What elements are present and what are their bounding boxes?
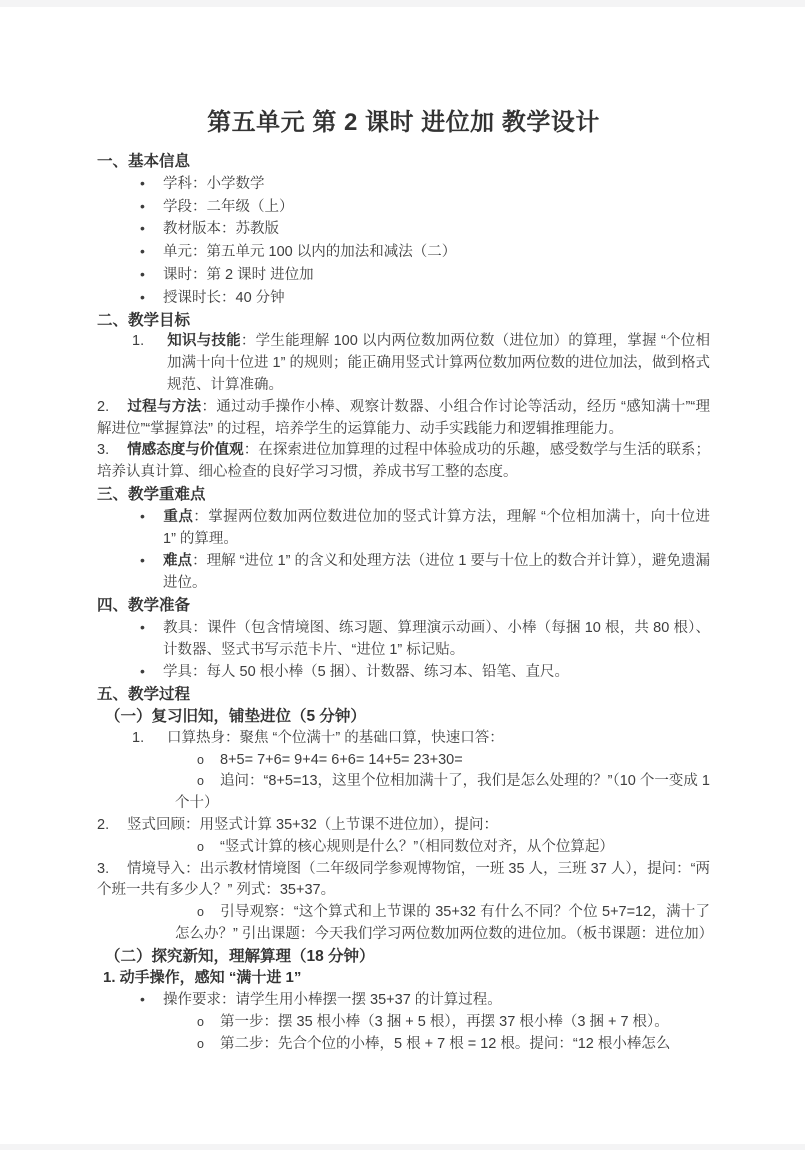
text-run: 授课时长：40 分钟 [163,289,285,306]
bullet-marker: • [140,991,145,1008]
bullet-marker: • [140,507,145,524]
text-run: 单元：第五单元 100 以内的加法和减法（二） [163,244,457,261]
number-marker: 3. [97,442,110,459]
bullet-marker: • [140,220,145,237]
number-marker: 1. [132,333,145,350]
text-run: 第一步：摆 35 根小棒（3 捆 + 5 根），再摆 37 根小棒（3 捆 + 7 根）。 [220,1014,669,1031]
sub-section-heading [97,946,710,968]
text-run: 情感态度与价值观 [127,442,244,459]
bullet-marker: • [140,243,145,260]
numbered-list-item [97,728,710,750]
text-run: 二、教学目标 [97,311,191,329]
bullet-marker: • [140,174,145,191]
numbered-paragraph [97,440,710,484]
bullet-list-item [97,550,710,595]
circle-list-item [97,750,710,772]
bullet-marker: • [140,618,145,635]
text-run: ：通过动手操作小棒、观察计数器、小组合作讨论等活动，经历 “感知满十”“理解进位”“掌握算法” 的过程，培养学生的运算能力、动手实践能力和逻辑推理能力。 [97,398,711,437]
bullet-list-item [97,241,710,264]
circle-marker: o [197,1036,204,1051]
bullet-marker: • [140,197,145,214]
sub-section-heading [97,706,710,728]
number-marker: 2. [97,816,110,833]
section-heading [97,684,710,706]
text-run: ：理解 “进位 1” 的含义和处理方法（进位 1 要与十位上的数合并计算），避免遗漏进位。 [163,553,710,592]
bullet-list-item [97,287,710,310]
text-run: ：掌握两位数加两位数进位加的竖式计算方法，理解 “个位相加满十，向十位进 1” 的算理。 [163,508,711,547]
text-run: 难点 [163,553,193,570]
bullet-marker: • [140,288,145,305]
numbered-paragraph [97,815,710,837]
bullet-marker: • [140,663,145,680]
numbered-paragraph [97,859,710,903]
text-run: 三、教学重难点 [97,485,206,503]
circle-list-item [97,771,710,815]
bullet-list-item [97,617,710,662]
text-run: 情境导入：出示教材情境图（二年级同学参观博物馆，一班 35 人，三班 37 人），提问：“两个班一共有多少人？” 列式：35+37。 [97,860,710,899]
text-run: 四、教学准备 [97,596,191,614]
text-run: 第二步：先合个位的小棒，5 根 + 7 根 = 12 根。提问：“12 根小棒怎么 [220,1035,671,1052]
text-run: 教具：课件（包含情境图、练习题、算理演示动画）、小棒（每捆 10 根，共 80 根）、计数器、竖式书写示范卡片、“进位 1” 标记贴。 [163,619,710,658]
circle-list-item [97,1012,710,1034]
bullet-marker: • [140,265,145,282]
text-run: 第五单元 第 2 课时 进位加 教学设计 [207,109,600,136]
bullet-list-item [97,173,710,196]
text-run: 课时：第 2 课时 进位加 [163,266,314,283]
bullet-marker: • [140,552,145,569]
document-page [0,7,805,1144]
number-marker: 2. [97,398,110,415]
circle-marker: o [197,905,204,920]
bullet-list-item [97,218,710,241]
bullet-list-item [97,661,710,684]
section-heading [97,484,710,506]
bullet-list-item [97,196,710,219]
numbered-paragraph [97,397,710,441]
numbered-list-item [97,331,710,396]
circle-list-item [97,902,714,946]
document-content [97,107,714,1056]
bullet-list-item [97,506,710,551]
text-run: ：学生能理解 100 以内两位数加两位数（进位加）的算理，掌握 “个位相加满十向十位进 1” 的规则；能正确用竖式计算两位数加两位数的进位加法，做到格式规范、计算准确。 [167,333,710,393]
text-run: 过程与方法 [127,398,202,415]
circle-marker: o [197,1015,204,1030]
text-run: 学科：小学数学 [163,175,265,192]
text-run: 重点 [163,508,194,525]
text-run: （一）复习旧知，铺垫进位（5 分钟） [105,707,366,725]
text-run: 五、教学过程 [97,686,191,704]
number-marker: 3. [97,860,110,877]
text-run: 教材版本：苏教版 [163,221,279,238]
text-run: 8+5= 7+6= 9+4= 6+6= 14+5= 23+30= [220,751,463,768]
text-run: 一、基本信息 [97,153,191,170]
bullet-list-item [97,989,710,1012]
circle-marker: o [197,839,204,854]
text-run: 操作要求：请学生用小棒摆一摆 35+37 的计算过程。 [163,992,502,1009]
text-run: 学具：每人 50 根小棒（5 捆）、计数器、练习本、铅笔、直尺。 [163,664,570,681]
circle-marker: o [197,752,204,767]
circle-list-item [97,1034,710,1056]
text-run: （二）探究新知，理解算理（18 分钟） [105,947,375,965]
text-run: 学段：二年级（上） [163,198,294,215]
section-heading [97,595,710,617]
section-heading [97,310,710,332]
text-run: 引导观察：“这个算式和上节课的 35+32 有什么不同？个位 5+7=12，满十了怎么办？” 引出课题：今天我们学习两位数加两位数的进位加。（板书课题：进位加） [175,904,714,942]
text-run: ：在探索进位加算理的过程中体验成功的乐趣，感受数学与生活的联系；培养认真计算、细心检查的良好学习习惯，养成书写工整的态度。 [97,442,711,481]
doc-title [97,107,710,139]
text-run: 口算热身：聚焦 “个位满十” 的基础口算，快速口答： [167,729,504,746]
bold-subheading [97,967,710,989]
text-run: 追问：“8+5=13，这里个位相加满十了，我们是怎么处理的？”（10 个一变成 1 个十） [175,773,710,812]
bullet-list-item [97,264,710,287]
text-run: 知识与技能 [167,333,241,350]
text-run: 竖式回顾：用竖式计算 35+32（上节课不进位加），提问： [127,816,499,833]
text-run: 1. 动手操作，感知 “满十进 1” [103,969,302,987]
circle-marker: o [197,774,204,789]
section-heading [97,151,710,173]
circle-list-item [97,837,710,859]
number-marker: 1. [132,729,145,746]
text-run: “竖式计算的核心规则是什么？”（相同数位对齐，从个位算起） [220,838,614,855]
